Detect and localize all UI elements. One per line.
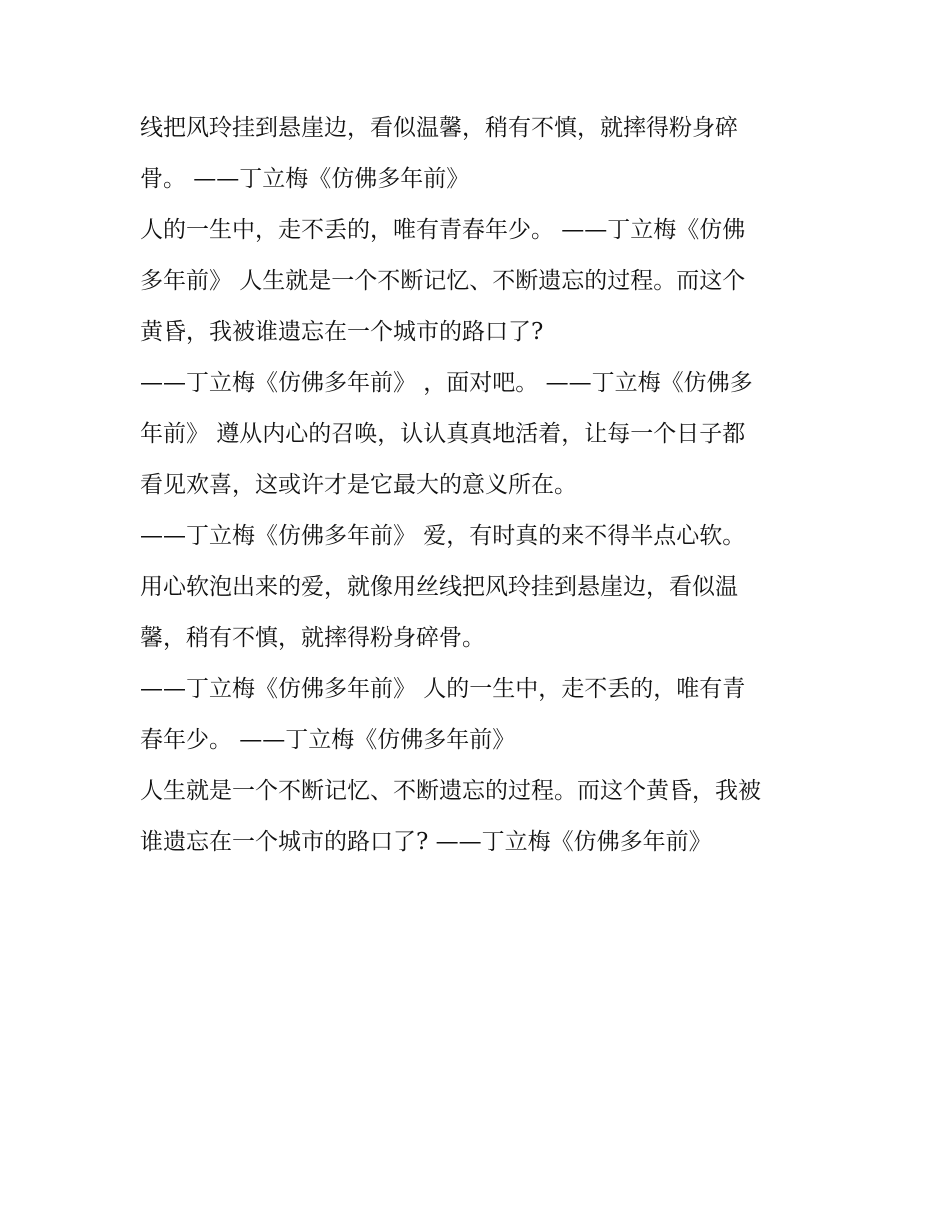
text-line: 年前》 遵从内心的召唤，认认真真地活着，让每一个日子都	[140, 421, 746, 447]
text-line: 人生就是一个不断记忆、不断遗忘的过程。而这个黄昏，我被	[140, 778, 761, 804]
text-line: 骨。 ——丁立梅《仿佛多年前》	[140, 166, 470, 192]
text-line: 馨，稍有不慎，就摔得粉身碎骨。	[140, 625, 485, 651]
text-line: 黄昏，我被谁遗忘在一个城市的路口了?	[140, 319, 544, 345]
text-line: 线把风玲挂到悬崖边，看似温馨，稍有不慎，就摔得粉身碎	[140, 115, 738, 141]
text-line: ——丁立梅《仿佛多年前》 ，面对吧。 ——丁立梅《仿佛多	[140, 370, 753, 396]
text-line: 看见欢喜，这或许才是它最大的意义所在。	[140, 472, 577, 498]
text-line: 谁遗忘在一个城市的路口了? ——丁立梅《仿佛多年前》	[140, 829, 712, 855]
document-body	[140, 103, 840, 868]
text-line: ——丁立梅《仿佛多年前》 爱，有时真的来不得半点心软。	[140, 523, 746, 549]
text-line: ——丁立梅《仿佛多年前》 人的一生中，走不丢的，唯有青	[140, 676, 746, 702]
text-line: 人的一生中，走不丢的，唯有青春年少。 ——丁立梅《仿佛	[140, 217, 746, 243]
text-line: 用心软泡出来的爱，就像用丝线把风玲挂到悬崖边，看似温	[140, 574, 738, 600]
text-line: 春年少。 ——丁立梅《仿佛多年前》	[140, 727, 516, 753]
text-line: 多年前》 人生就是一个不断记忆、不断遗忘的过程。而这个	[140, 268, 746, 294]
